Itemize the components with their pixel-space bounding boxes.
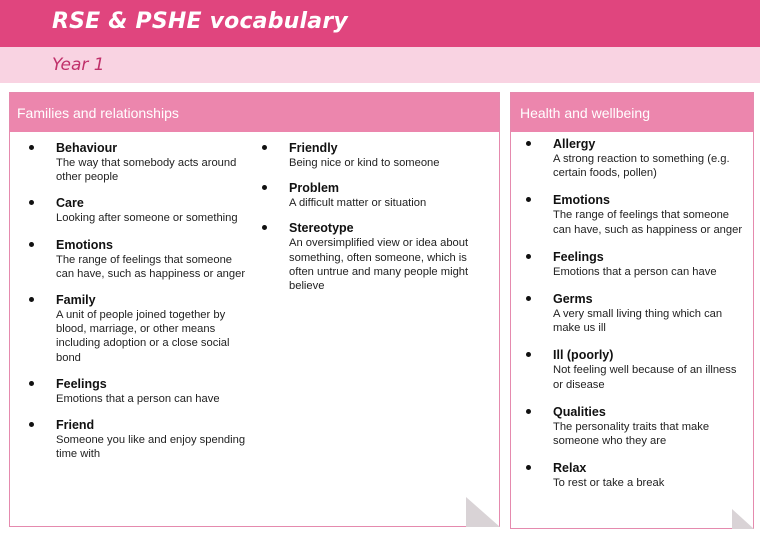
vocab-term: Qualities	[553, 404, 606, 419]
bullet-icon	[526, 352, 531, 357]
bullet-icon	[526, 141, 531, 146]
vocab-term: Friendly	[289, 141, 338, 155]
health-heading: Health and wellbeing	[511, 93, 753, 132]
vocab-item	[523, 193, 748, 236]
bullet-icon	[262, 225, 267, 230]
health-panel	[510, 92, 754, 529]
families-column-1	[26, 141, 246, 473]
vocab-definition: A strong reaction to something (e.g. certain foods, pollen)	[553, 153, 730, 180]
vocab-term: Germs	[553, 292, 593, 307]
bullet-icon	[526, 197, 531, 202]
vocab-definition: The way that somebody acts around other people	[56, 157, 237, 184]
vocab-definition: Looking after someone or something	[56, 212, 238, 225]
vocab-definition: The personality traits that make someone who they are	[553, 420, 710, 448]
vocab-item	[26, 196, 246, 225]
bullet-icon	[29, 200, 34, 205]
vocab-term: Stereotype	[289, 221, 354, 236]
bullet-icon	[526, 254, 531, 259]
vocab-item	[523, 461, 748, 490]
vocab-term: Problem	[289, 181, 340, 196]
bullet-icon	[526, 465, 531, 470]
vocab-definition: The range of feelings that someone can have, such as happiness or anger	[56, 253, 246, 280]
vocab-term: Relax	[553, 461, 587, 476]
vocab-term: Emotions	[56, 237, 113, 252]
bullet-icon	[29, 381, 34, 386]
subtitle-bar	[0, 47, 760, 83]
vocab-definition: An oversimplified view or idea about something, often someone, which is often untrue and many people might believe	[289, 237, 469, 293]
bullet-icon	[262, 145, 267, 150]
families-heading: Families and relationships	[10, 93, 499, 132]
vocab-item	[259, 221, 479, 293]
vocab-term: Care	[56, 196, 84, 211]
page-curl-decoration	[732, 509, 754, 529]
vocab-definition: The range of feelings that someone can have, such as happiness or anger	[553, 209, 743, 236]
vocab-definition: Emotions that a person can have	[56, 392, 220, 405]
vocab-item	[26, 238, 246, 281]
vocab-item	[523, 137, 748, 180]
vocab-definition: Being nice or kind to someone	[289, 157, 440, 169]
vocab-item	[523, 292, 748, 335]
families-column-2	[259, 141, 479, 304]
vocab-item	[26, 293, 246, 365]
vocab-definition: A very small living thing which can make us ill	[553, 308, 723, 335]
bullet-icon	[29, 145, 34, 150]
vocab-definition: Someone you like and enjoy spending time with	[56, 434, 246, 461]
vocab-term: Feelings	[553, 249, 604, 264]
vocab-item	[523, 250, 748, 279]
title-bar	[0, 0, 760, 47]
vocab-term: Friend	[56, 418, 95, 433]
vocab-term: Emotions	[553, 193, 610, 208]
bullet-icon	[526, 296, 531, 301]
vocab-definition: A unit of people joined together by blood, marriage, or other means including adoption or a close social bond	[56, 309, 230, 364]
vocab-item	[523, 405, 748, 448]
families-panel	[9, 92, 500, 527]
bullet-icon	[526, 409, 531, 414]
vocab-item	[26, 418, 246, 461]
bullet-icon	[29, 422, 34, 427]
vocab-term: Behaviour	[56, 141, 118, 155]
page-curl-decoration	[466, 497, 500, 527]
vocab-definition: Emotions that a person can have	[553, 265, 717, 278]
health-column	[523, 137, 748, 503]
vocab-term: Feelings	[56, 376, 107, 391]
page-title: RSE & PSHE vocabulary	[52, 9, 348, 34]
bullet-icon	[29, 297, 34, 302]
vocab-definition: Not feeling well because of an illness or disease	[553, 364, 737, 391]
vocab-item	[259, 141, 479, 170]
vocab-term: Ill (poorly)	[553, 348, 614, 363]
bullet-icon	[29, 242, 34, 247]
vocab-item	[523, 348, 748, 391]
vocab-definition: To rest or take a break	[553, 477, 665, 490]
vocab-item	[26, 377, 246, 406]
vocab-term: Family	[56, 293, 96, 308]
vocab-item	[26, 141, 246, 184]
bullet-icon	[262, 185, 267, 190]
vocab-definition: A difficult matter or situation	[289, 197, 427, 210]
year-label: Year 1	[52, 55, 105, 75]
vocab-term: Allergy	[553, 137, 596, 151]
vocab-item	[259, 181, 479, 210]
